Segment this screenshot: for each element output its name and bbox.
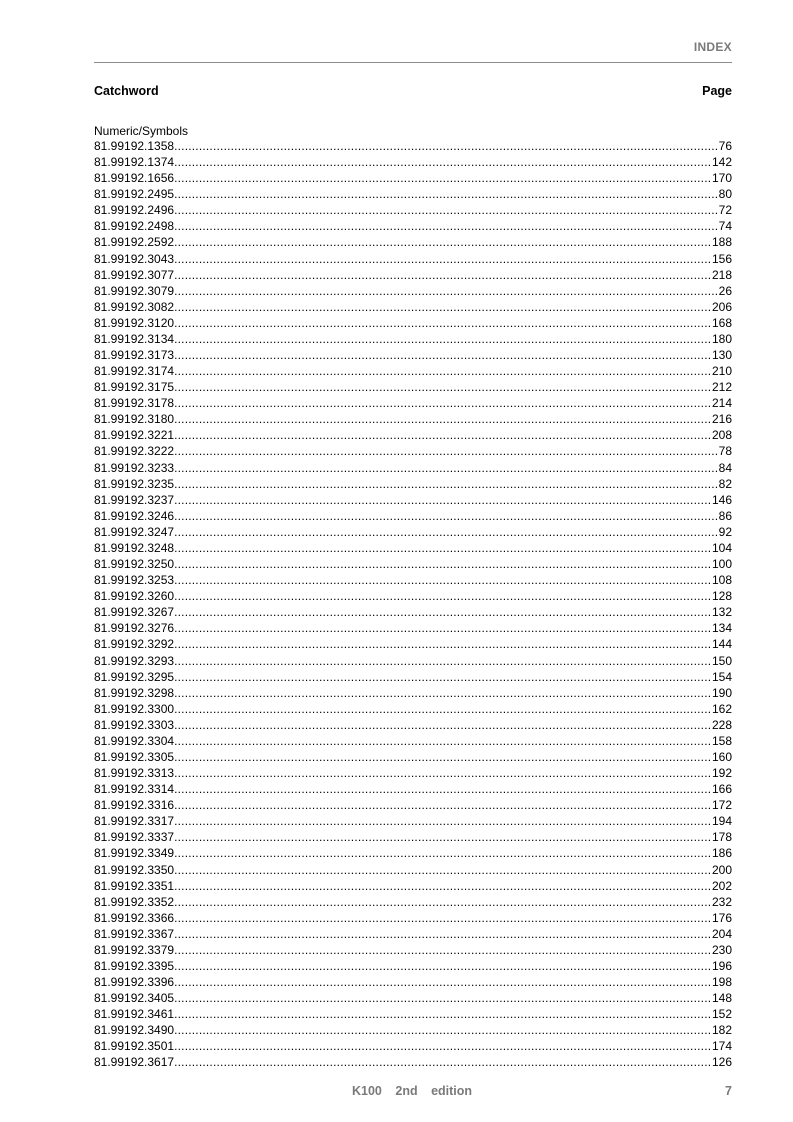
index-entry-catchword: 81.99192.3295 [94,669,175,684]
index-entry-page: 194 [711,814,732,829]
index-entry [94,894,732,910]
index-entry-catchword: 81.99192.3395 [94,958,175,973]
dot-leader [174,395,712,411]
index-entry-catchword: 81.99192.3247 [94,524,175,539]
dot-leader [174,588,712,604]
index-entry [94,154,732,170]
index-entry-page: 192 [711,766,732,781]
dot-leader [174,251,712,267]
index-entry [94,829,732,845]
index-entry-page: 190 [711,685,732,700]
index-entry [94,701,732,717]
index-entry-page: 86 [718,508,732,523]
dot-leader [174,476,719,492]
footer-edition: 2nd edition [395,1084,473,1098]
index-entry-catchword: 81.99192.3300 [94,701,175,716]
dot-leader [174,653,712,669]
dot-leader [174,540,712,556]
index-entry [94,749,732,765]
index-entry-catchword: 81.99192.3316 [94,798,175,813]
index-entry-catchword: 81.99192.3233 [94,460,175,475]
index-entry [94,508,732,524]
index-entry-page: 168 [711,315,732,330]
dot-leader [174,862,712,878]
index-entry-catchword: 81.99192.3178 [94,396,175,411]
index-entry-catchword: 81.99192.3250 [94,557,175,572]
index-entry-catchword: 81.99192.3501 [94,1039,175,1054]
index-entry-page: 176 [711,910,732,925]
index-entry-catchword: 81.99192.3134 [94,331,175,346]
index-entry [94,926,732,942]
index-entry [94,636,732,652]
index-entry [94,363,732,379]
dot-leader [174,218,719,234]
index-entry-page: 84 [718,460,732,475]
index-entry [94,958,732,974]
dot-leader [174,894,712,910]
index-entry [94,781,732,797]
index-entry-catchword: 81.99192.3405 [94,991,175,1006]
dot-leader [174,958,712,974]
dot-leader [174,669,712,685]
index-entry-page: 170 [711,171,732,186]
index-entry-catchword: 81.99192.3490 [94,1023,175,1038]
footer-model-edition [352,1084,472,1098]
index-entry [94,267,732,283]
index-entry [94,460,732,476]
index-entry-catchword: 81.99192.3298 [94,685,175,700]
index-entry-page: 214 [711,396,732,411]
header-rule [94,62,732,63]
dot-leader [174,781,712,797]
index-entry [94,942,732,958]
index-entry-catchword: 81.99192.3352 [94,894,175,909]
dot-leader [174,170,712,186]
dot-leader [174,186,719,202]
index-entry [94,411,732,427]
dot-leader [174,572,712,588]
index-entry [94,813,732,829]
index-entry [94,878,732,894]
index-entry-page: 108 [711,573,732,588]
index-entry [94,669,732,685]
index-entry [94,620,732,636]
index-entry-catchword: 81.99192.2498 [94,219,175,234]
index-entry-catchword: 81.99192.3379 [94,942,175,957]
index-entry-page: 232 [711,894,732,909]
dot-leader [174,797,712,813]
index-entry [94,476,732,492]
index-entry-catchword: 81.99192.3396 [94,975,175,990]
index-entry [94,283,732,299]
footer-model: K100 [352,1084,382,1098]
index-entry-page: 154 [711,669,732,684]
dot-leader [174,878,712,894]
index-list [94,138,732,1071]
index-entry-catchword: 81.99192.3617 [94,1055,175,1070]
index-entry-catchword: 81.99192.2592 [94,235,175,250]
index-entry [94,170,732,186]
dot-leader [174,990,712,1006]
index-entry [94,315,732,331]
index-entry-page: 100 [711,557,732,572]
index-entry-page: 80 [718,187,732,202]
index-entry [94,218,732,234]
index-entry-page: 178 [711,830,732,845]
index-entry-catchword: 81.99192.3461 [94,1007,175,1022]
dot-leader [174,556,712,572]
index-entry-page: 174 [711,1039,732,1054]
index-entry-catchword: 81.99192.1374 [94,155,175,170]
column-heading-page: Page [702,84,732,98]
index-entry-page: 202 [711,878,732,893]
index-entry [94,862,732,878]
index-entry-catchword: 81.99192.3292 [94,637,175,652]
index-entry [94,138,732,154]
index-entry-page: 72 [718,203,732,218]
index-entry [94,443,732,459]
index-entry-page: 74 [718,219,732,234]
dot-leader [174,315,712,331]
index-entry-catchword: 81.99192.3082 [94,299,175,314]
index-entry-catchword: 81.99192.3237 [94,492,175,507]
section-heading: Numeric/Symbols [94,124,189,138]
index-entry [94,685,732,701]
index-entry-page: 228 [711,717,732,732]
dot-leader [174,942,712,958]
index-entry-page: 148 [711,991,732,1006]
index-entry-catchword: 81.99192.3079 [94,283,175,298]
index-entry-page: 134 [711,621,732,636]
index-entry-catchword: 81.99192.3260 [94,589,175,604]
index-entry-page: 132 [711,605,732,620]
index-entry-catchword: 81.99192.3304 [94,733,175,748]
index-entry [94,572,732,588]
dot-leader [174,347,712,363]
index-entry-page: 156 [711,251,732,266]
dot-leader [174,508,719,524]
index-entry-page: 172 [711,798,732,813]
index-entry-catchword: 81.99192.2496 [94,203,175,218]
page-header-title: INDEX [693,40,732,54]
index-entry-catchword: 81.99192.3180 [94,412,175,427]
index-entry-catchword: 81.99192.1656 [94,171,175,186]
index-entry-catchword: 81.99192.3246 [94,508,175,523]
index-entry [94,524,732,540]
dot-leader [174,620,712,636]
dot-leader [174,331,712,347]
index-entry-page: 158 [711,733,732,748]
dot-leader [174,604,712,620]
index-entry-page: 126 [711,1055,732,1070]
index-entry-page: 76 [718,139,732,153]
index-entry-catchword: 81.99192.3077 [94,267,175,282]
index-entry-page: 160 [711,749,732,764]
index-entry-page: 104 [711,540,732,555]
index-entry [94,733,732,749]
index-entry-page: 210 [711,364,732,379]
index-entry-page: 144 [711,637,732,652]
dot-leader [174,765,712,781]
index-entry-page: 92 [718,524,732,539]
dot-leader [174,379,712,395]
index-entry [94,845,732,861]
dot-leader [174,524,719,540]
index-entry [94,1022,732,1038]
index-entry-catchword: 81.99192.3349 [94,846,175,861]
index-entry-page: 198 [711,975,732,990]
dot-leader [174,926,712,942]
index-entry [94,556,732,572]
dot-leader [174,1038,712,1054]
index-entry-page: 162 [711,701,732,716]
index-entry [94,1006,732,1022]
dot-leader [174,234,712,250]
index-entry-catchword: 81.99192.1358 [94,139,175,153]
index-entry [94,588,732,604]
index-entry-page: 208 [711,428,732,443]
index-entry-catchword: 81.99192.3366 [94,910,175,925]
dot-leader [174,829,712,845]
index-entry-page: 166 [711,782,732,797]
index-entry [94,910,732,926]
dot-leader [174,363,712,379]
index-entry-catchword: 81.99192.3303 [94,717,175,732]
index-entry-catchword: 81.99192.3267 [94,605,175,620]
dot-leader [174,749,712,765]
index-entry-page: 216 [711,412,732,427]
index-entry-page: 180 [711,331,732,346]
dot-leader [174,492,712,508]
index-entry-page: 142 [711,155,732,170]
index-entry [94,492,732,508]
dot-leader [174,283,719,299]
index-entry-page: 218 [711,267,732,282]
index-entry-catchword: 81.99192.3235 [94,476,175,491]
index-entry-catchword: 81.99192.3174 [94,364,175,379]
index-entry-catchword: 81.99192.3350 [94,862,175,877]
index-entry-page: 26 [718,283,732,298]
index-entry [94,202,732,218]
dot-leader [174,974,712,990]
index-entry [94,990,732,1006]
index-entry [94,540,732,556]
dot-leader [174,636,712,652]
index-entry-page: 200 [711,862,732,877]
dot-leader [174,138,719,154]
index-entry [94,234,732,250]
index-entry-page: 212 [711,380,732,395]
index-entry-catchword: 81.99192.2495 [94,187,175,202]
index-entry-page: 128 [711,589,732,604]
index-entry-page: 152 [711,1007,732,1022]
index-entry-page: 230 [711,942,732,957]
dot-leader [174,1054,712,1070]
index-entry-catchword: 81.99192.3173 [94,348,175,363]
dot-leader [174,427,712,443]
dot-leader [174,701,712,717]
index-entry-catchword: 81.99192.3248 [94,540,175,555]
dot-leader [174,1022,712,1038]
index-entry-catchword: 81.99192.3317 [94,814,175,829]
dot-leader [174,443,719,459]
index-entry [94,653,732,669]
index-entry-catchword: 81.99192.3120 [94,315,175,330]
index-entry-catchword: 81.99192.3337 [94,830,175,845]
index-entry [94,1054,732,1070]
dot-leader [174,267,712,283]
index-entry-catchword: 81.99192.3222 [94,444,175,459]
index-entry-page: 206 [711,299,732,314]
dot-leader [174,813,712,829]
index-entry [94,186,732,202]
index-entry [94,379,732,395]
index-entry [94,974,732,990]
index-entry [94,765,732,781]
index-entry-catchword: 81.99192.3293 [94,653,175,668]
index-entry [94,427,732,443]
index-entry [94,331,732,347]
index-entry-catchword: 81.99192.3314 [94,782,175,797]
dot-leader [174,460,719,476]
index-entry-page: 146 [711,492,732,507]
index-entry-page: 150 [711,653,732,668]
index-entry [94,347,732,363]
index-entry-catchword: 81.99192.3313 [94,766,175,781]
index-entry [94,251,732,267]
index-entry-page: 196 [711,958,732,973]
dot-leader [174,411,712,427]
index-entry-catchword: 81.99192.3351 [94,878,175,893]
index-entry-page: 204 [711,926,732,941]
index-entry [94,1038,732,1054]
dot-leader [174,685,712,701]
index-entry-catchword: 81.99192.3175 [94,380,175,395]
index-entry-catchword: 81.99192.3367 [94,926,175,941]
index-entry-catchword: 81.99192.3305 [94,749,175,764]
column-heading-catchword: Catchword [94,84,159,98]
index-entry-catchword: 81.99192.3276 [94,621,175,636]
footer-page-number: 7 [725,1084,732,1098]
dot-leader [174,1006,712,1022]
index-entry-page: 130 [711,348,732,363]
dot-leader [174,299,712,315]
index-entry [94,717,732,733]
index-entry-page: 182 [711,1023,732,1038]
index-entry [94,395,732,411]
index-entry [94,299,732,315]
dot-leader [174,717,712,733]
index-entry-page: 82 [718,476,732,491]
index-entry [94,797,732,813]
index-entry [94,604,732,620]
dot-leader [174,733,712,749]
dot-leader [174,845,712,861]
index-entry-catchword: 81.99192.3221 [94,428,175,443]
index-entry-catchword: 81.99192.3043 [94,251,175,266]
index-entry-page: 78 [718,444,732,459]
dot-leader [174,910,712,926]
index-entry-catchword: 81.99192.3253 [94,573,175,588]
dot-leader [174,202,719,218]
index-entry-page: 188 [711,235,732,250]
dot-leader [174,154,712,170]
index-entry-page: 186 [711,846,732,861]
